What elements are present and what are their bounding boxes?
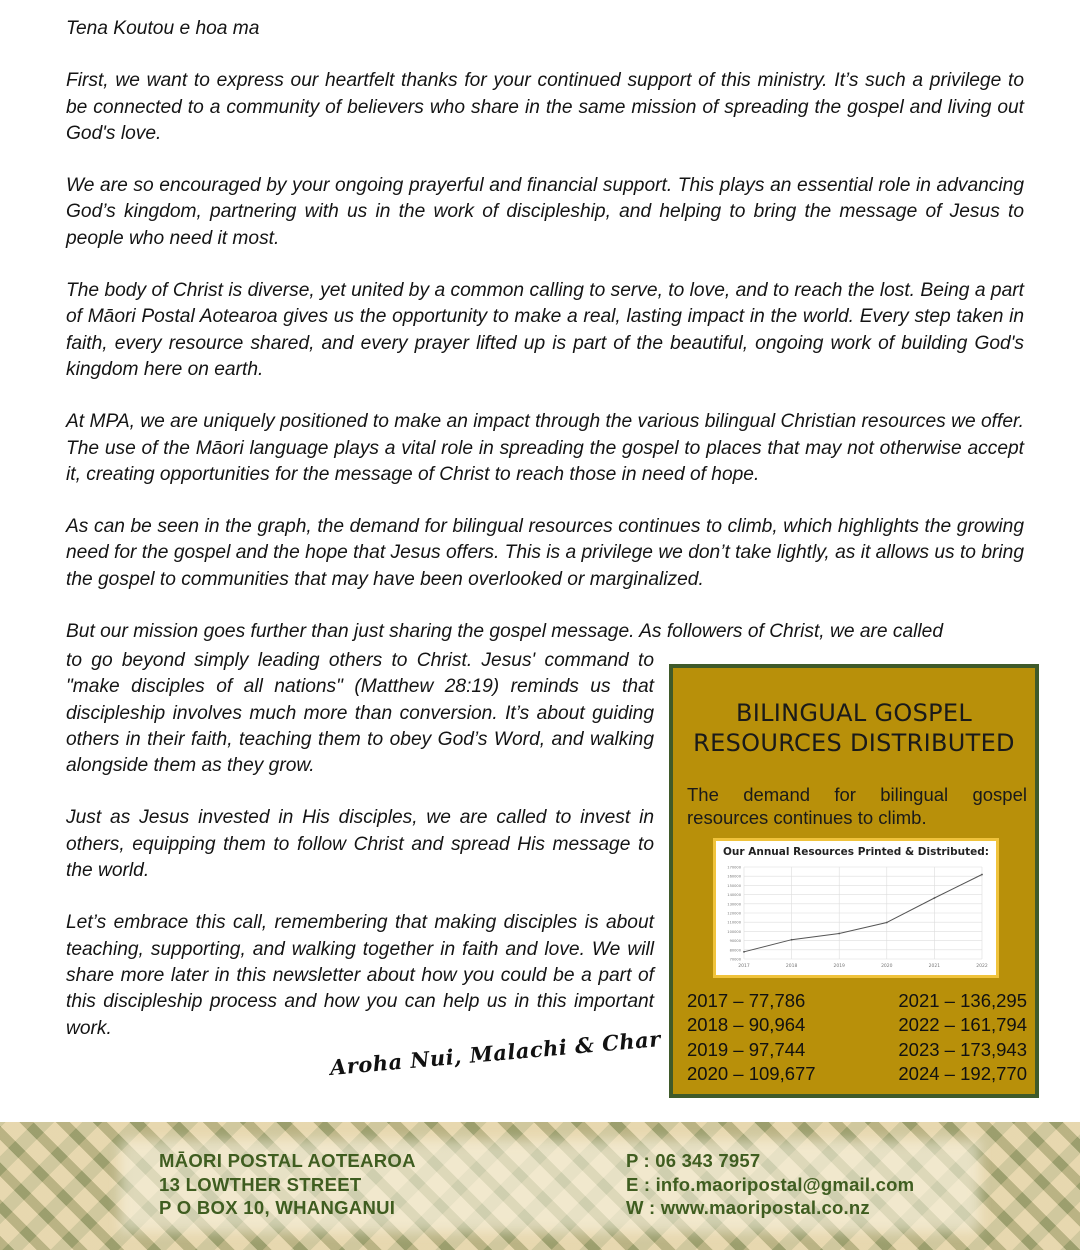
chart-x-tick-label: 2018 (785, 964, 798, 969)
salutation: Tena Koutou e hoa ma (66, 18, 260, 39)
footer-address (159, 1149, 416, 1220)
chart-data-point (886, 922, 888, 924)
chart-data-point (981, 874, 983, 876)
chart-y-tick-label: 160000 (727, 874, 741, 879)
letter-paragraph: to go beyond simply leading others to Christ. Jesus' command to "make disciples of all nations" (Matthew 28:19) reminds us that discipleship involves much more than conversion. It’s about guiding others in their faith, teaching them to obey God’s Word, and walking alongside them as they grow. (66, 650, 654, 777)
chart-data-point (838, 933, 840, 935)
letter-paragraph: As can be seen in the graph, the demand for bilingual resources continues to climb, which highlights the growing need for the gospel and the hope that Jesus offers. This is a privilege we don’t take lightly, as it allows us to bring the gospel to communities that may have been overlooked or marginalized. (66, 516, 1024, 590)
letter-paragraph: We are so encouraged by your ongoing prayerful and financial support. This plays an essential role in advancing God’s kingdom, partnering with us in the work of discipleship, and helping to bring the message of Jesus to people who need it most. (66, 175, 1024, 249)
stat-row (687, 1062, 1027, 1086)
chart-y-tick-label: 90000 (729, 939, 741, 944)
street-address: 13 LOWTHER STREET (159, 1173, 362, 1195)
stat-value: 2024 – 192,770 (898, 1063, 1027, 1085)
stat-value: 2022 – 161,794 (898, 1014, 1027, 1036)
chart-x-tick-label: 2019 (833, 964, 845, 969)
resources-chart (713, 838, 999, 978)
chart-y-tick-label: 80000 (729, 948, 741, 953)
chart-x-tick-label: 2020 (881, 964, 893, 969)
chart-x-tick-label: 2022 (976, 964, 988, 969)
chart-canvas (716, 841, 996, 975)
resources-sidebar (669, 664, 1039, 1098)
chart-y-tick-label: 150000 (727, 883, 741, 888)
letter-paragraph: The body of Christ is diverse, yet united by a common calling to serve, to love, and to reach the lost. Being a part of Māori Postal Aotearoa gives us the opportunity to make a real, lasting impact in the world. Every step taken in faith, every resource shared, and every prayer lifted up is part of the beautiful, ongoing work of building God's kingdom here on earth. (66, 280, 1024, 380)
po-box: P O BOX 10, WHANGANUI (159, 1197, 396, 1218)
letter-body-narrow (66, 648, 654, 1068)
distribution-stats (687, 989, 1027, 1087)
letter-paragraph: Just as Jesus invested in His disciples, we are called to invest in others, equipping them to follow Christ and spread His message to the world. (66, 807, 654, 882)
email-link[interactable]: E : info.maoripostal@gmail.com (626, 1173, 915, 1195)
letter-paragraph: Let’s embrace this call, remembering that making disciples is about teaching, supporting, and walking together in faith and love. We will share more later in this newsletter about how you could be a part of this discipleship process and how you can help us in this important work. (66, 912, 654, 1039)
website-link[interactable]: W : www.maoripostal.co.nz (626, 1197, 870, 1218)
signature: Aroha Nui, Malachi & Char (328, 1026, 662, 1080)
footer-contact (626, 1149, 914, 1220)
letter-paragraph: First, we want to express our heartfelt thanks for your continued support of this ministry. It’s such a privilege to be connected to a community of believers who share in the same mission of spreading the gospel and living out God's love. (66, 70, 1024, 144)
phone-number: P : 06 343 7957 (626, 1150, 761, 1171)
sidebar-title-line: RESOURCES DISTRIBUTED (693, 729, 1015, 757)
chart-data-point (934, 897, 936, 899)
chart-y-tick-label: 70000 (729, 957, 741, 962)
chart-y-tick-label: 100000 (727, 929, 741, 934)
footer (0, 1122, 1080, 1250)
stat-value: 2019 – 97,744 (687, 1038, 806, 1060)
chart-y-tick-label: 130000 (727, 902, 741, 907)
chart-data-point (743, 951, 745, 953)
chart-y-tick-label: 110000 (727, 920, 741, 925)
chart-y-tick-label: 170000 (727, 865, 741, 870)
chart-x-tick-label: 2021 (928, 964, 941, 969)
stat-value: 2017 – 77,786 (687, 990, 806, 1011)
letter-paragraph: At MPA, we are uniquely positioned to make an impact through the various bilingual Christian resources we offer. The use of the Māori language plays a vital role in spreading the gospel to places that may not otherwise accept it, creating opportunities for the message of Christ to reach those in need of hope. (66, 411, 1024, 485)
chart-data-point (791, 939, 793, 941)
stat-value: 2023 – 173,943 (898, 1038, 1027, 1060)
chart-title: Our Annual Resources Printed & Distributed: (723, 846, 989, 858)
chart-y-tick-label: 120000 (727, 911, 741, 916)
chart-x-tick-label: 2017 (738, 964, 750, 969)
letter-paragraph: But our mission goes further than just sharing the gospel message. As followers of Christ, we are called (66, 621, 944, 643)
stat-value: 2021 – 136,295 (898, 990, 1027, 1011)
letter-body (66, 16, 1024, 645)
org-name: MĀORI POSTAL AOTEAROA (159, 1150, 416, 1171)
stat-value: 2020 – 109,677 (687, 1063, 816, 1085)
chart-y-tick-label: 140000 (727, 893, 741, 898)
sidebar-subtitle: The demand for bilingual gospel resources continues to climb. (687, 784, 1027, 828)
stat-row (687, 1038, 1027, 1062)
stat-row (687, 1013, 1027, 1037)
stat-value: 2018 – 90,964 (687, 1014, 806, 1036)
stat-row (687, 989, 1027, 1013)
sidebar-title-line: BILINGUAL GOSPEL (735, 699, 973, 727)
sidebar-title (673, 698, 1035, 758)
